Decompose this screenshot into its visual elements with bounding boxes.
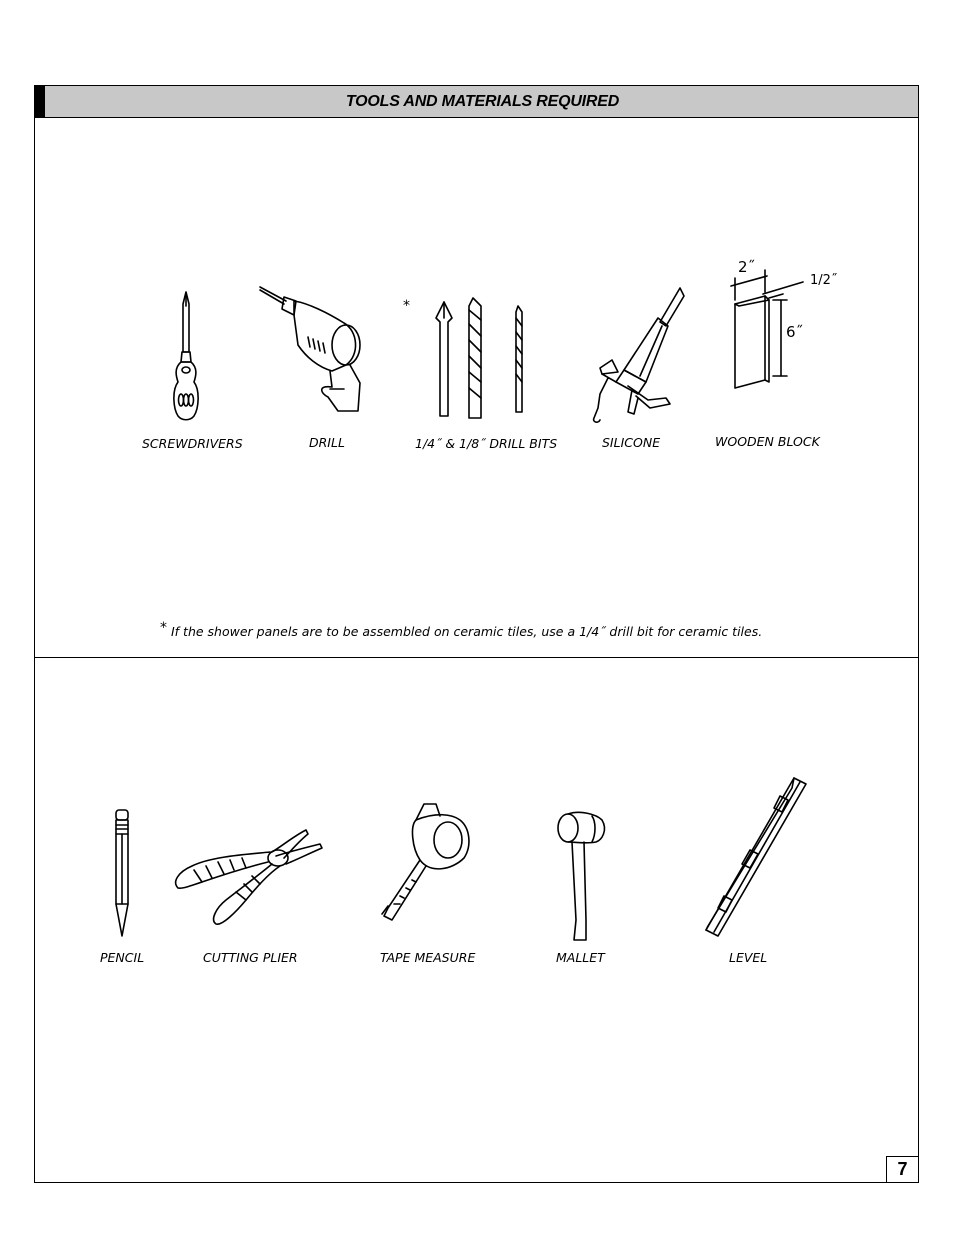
cutting-plier-icon — [172, 826, 324, 928]
footnote-text: If the shower panels are to be assembled on ceramic tiles, use a 1/4˝ drill bit for ceramic tiles. — [170, 624, 763, 639]
label-pencil: PENCIL — [100, 950, 145, 965]
footnote — [160, 620, 763, 640]
screwdriver-icon — [170, 290, 204, 424]
section-title: TOOLS AND MATERIALS REQUIRED — [345, 93, 620, 110]
silicone-caulk-gun-icon — [588, 286, 688, 426]
label-cutting-plier: CUTTING PLIER — [203, 950, 298, 965]
label-mallet: MALLET — [556, 950, 605, 965]
block-height-dimension: 6˝ — [786, 323, 804, 341]
label-level: LEVEL — [729, 950, 768, 965]
drill-bits-asterisk: * — [403, 298, 410, 314]
drill-bits-icon — [432, 296, 528, 422]
label-tape-measure: TAPE MEASURE — [380, 950, 476, 965]
block-width-dimension: 2˝ — [738, 258, 756, 276]
section-divider — [34, 657, 919, 658]
label-silicone: SILICONE — [602, 435, 661, 450]
pencil-icon — [112, 808, 132, 940]
page-number: 7 — [886, 1156, 919, 1183]
level-icon — [702, 776, 808, 938]
tape-measure-icon — [380, 800, 472, 922]
header-tab-marker — [34, 85, 45, 118]
footnote-asterisk: * — [160, 620, 167, 636]
label-screwdrivers: SCREWDRIVERS — [142, 436, 243, 451]
label-wooden-block: WOODEN BLOCK — [715, 434, 820, 449]
block-thickness-dimension: 1/2˝ — [810, 273, 838, 288]
mallet-icon — [556, 808, 608, 944]
drill-icon — [258, 285, 366, 415]
label-drill: DRILL — [309, 435, 345, 450]
label-drill-bits: 1/4˝ & 1/8˝ DRILL BITS — [415, 436, 558, 451]
